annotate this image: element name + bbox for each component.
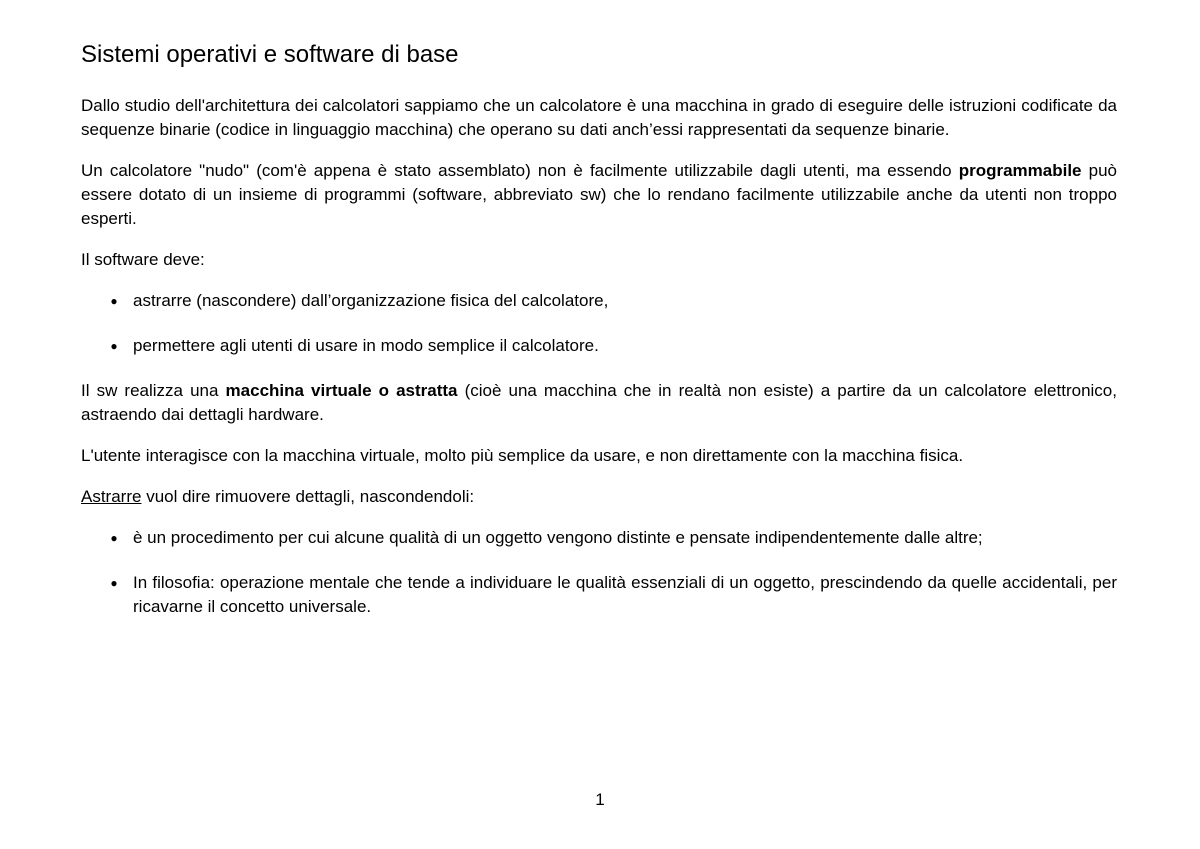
bullet-list-abstraction — [81, 526, 1117, 619]
document-page — [81, 40, 1117, 636]
list-item — [81, 526, 1117, 550]
bullet-icon: ● — [110, 576, 118, 590]
paragraph-software-must: Il software deve: — [81, 250, 205, 269]
paragraph-intro: Dallo studio dell'architettura dei calcolatori sappiamo che un calcolatore è una macchina in grado di eseguire delle istruzioni codificate da sequenze binarie (codice in linguaggio macchina) che operano su dati anch’essi rappresentati da sequenze binarie. — [81, 96, 1117, 139]
bullet-list-software — [81, 289, 1117, 358]
list-item — [81, 334, 1117, 358]
bullet-icon: ● — [110, 294, 118, 308]
paragraph-abstract — [81, 485, 1117, 509]
list-item-text: permettere agli utenti di usare in modo semplice il calcolatore. — [133, 336, 599, 355]
list-item — [81, 289, 1117, 313]
paragraph-text: (cioè una macchina che in realtà non esiste) a partire da un calcolatore elettronico, astraendo dai dettagli hardware. — [81, 381, 1117, 424]
list-item-text: è un procedimento per cui alcune qualità di un oggetto vengono distinte e pensate indipendentemente dalle altre; — [133, 528, 983, 547]
paragraph-virtual-machine — [81, 379, 1117, 427]
paragraph-text: vuol dire rimuovere dettagli, nascondendoli: — [141, 487, 475, 506]
underlined-term-astrarre: Astrarre — [81, 487, 142, 506]
bullet-icon: ● — [110, 531, 118, 545]
list-item-text: In filosofia: operazione mentale che tende a individuare le qualità essenziali di un oggetto, prescindendo da quelle accidentali, per ricavarne il concetto universale. — [133, 573, 1117, 616]
list-item — [81, 571, 1117, 619]
paragraph-text: può essere dotato di un insieme di programmi (software, abbreviato sw) che lo rendano facilmente utilizzabile anche da utenti non troppo esperti. — [81, 161, 1117, 228]
page-number: 1 — [595, 790, 605, 809]
paragraph-text: Un calcolatore "nudo" (com'è appena è stato assemblato) non è facilmente utilizzabile dagli utenti, ma essendo — [81, 161, 959, 180]
paragraph-text: Il sw realizza una — [81, 381, 226, 400]
list-item-text: astrarre (nascondere) dall’organizzazione fisica del calcolatore, — [133, 291, 609, 310]
paragraph-programmable — [81, 159, 1117, 231]
bold-term-virtual-machine: macchina virtuale o astratta — [225, 381, 458, 400]
paragraph-user-interaction: L'utente interagisce con la macchina virtuale, molto più semplice da usare, e non direttamente con la macchina fisica. — [81, 446, 964, 465]
bullet-icon: ● — [110, 339, 118, 353]
page-title: Sistemi operativi e software di base — [81, 41, 459, 68]
bold-term-programmabile: programmabile — [958, 161, 1082, 180]
